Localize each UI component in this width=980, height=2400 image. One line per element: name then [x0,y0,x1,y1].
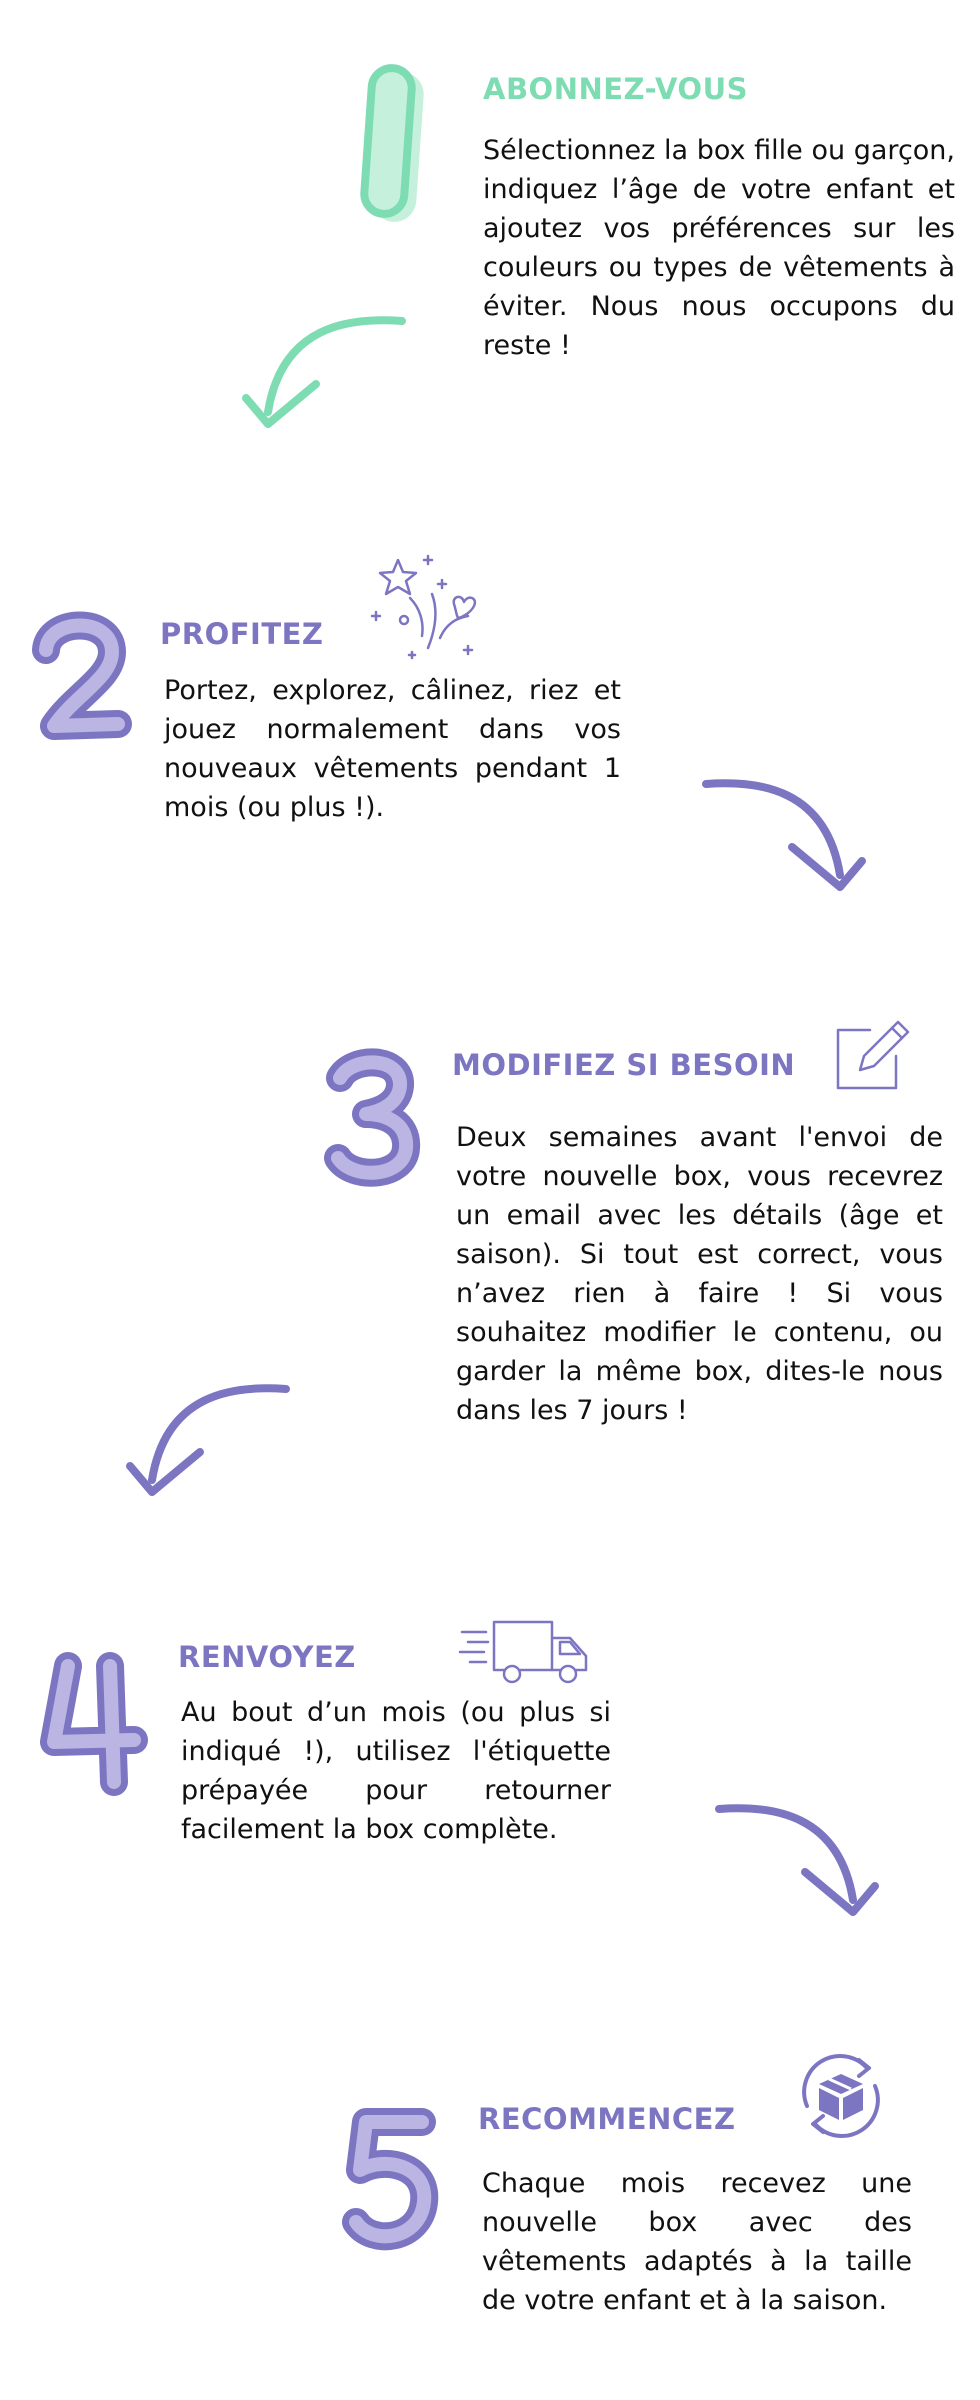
step-number-2 [30,612,130,747]
celebration-icon [372,552,484,662]
step-number-3 [322,1048,422,1188]
step-description: Au bout d’un mois (ou plus si indiqué !), utilisez l'étiquette prépayée pour retourner facilement la box complète. [181,1697,611,1845]
step-number-4 [38,1652,148,1802]
edit-icon [832,1018,910,1092]
box-refresh-icon [793,2048,889,2144]
step-title: ABONNEZ-VOUS [483,72,749,106]
step-description: Deux semaines avant l'envoi de votre nouvelle box, vous recevrez un email avec les détails (âge et saison). Si tout est correct, vous n’avez rien à faire ! Si vous souhaitez modifier le contenu, ou garder la même box, dites-le nous dans les 7 jours ! [456,1122,943,1426]
step-number-5 [336,2106,446,2266]
step-number-1 [350,62,440,232]
step-title: RENVOYEZ [178,1640,356,1674]
left-down-arrow-icon [238,312,408,437]
step-description: Chaque mois recevez une nouvelle box avec des vêtements adaptés à la taille de votre enfant et à la saison. [482,2168,912,2316]
right-down-arrow-icon [713,1800,883,1925]
right-down-arrow-icon [700,775,870,900]
step-title: RECOMMENCEZ [478,2102,736,2136]
step-description: Portez, explorez, câlinez, riez et jouez normalement dans vos nouveaux vêtements pendant 1 mois (ou plus !). [164,675,621,823]
left-down-arrow-icon [126,1380,296,1505]
step-title: PROFITEZ [160,617,324,651]
delivery-truck-icon [458,1618,593,1688]
step-title: MODIFIEZ SI BESOIN [452,1048,796,1082]
step-description: Sélectionnez la box fille ou garçon, indiquez l’âge de votre enfant et ajoutez vos préférences sur les couleurs ou types de vêtements à éviter. Nous nous occupons du reste ! [483,135,955,361]
